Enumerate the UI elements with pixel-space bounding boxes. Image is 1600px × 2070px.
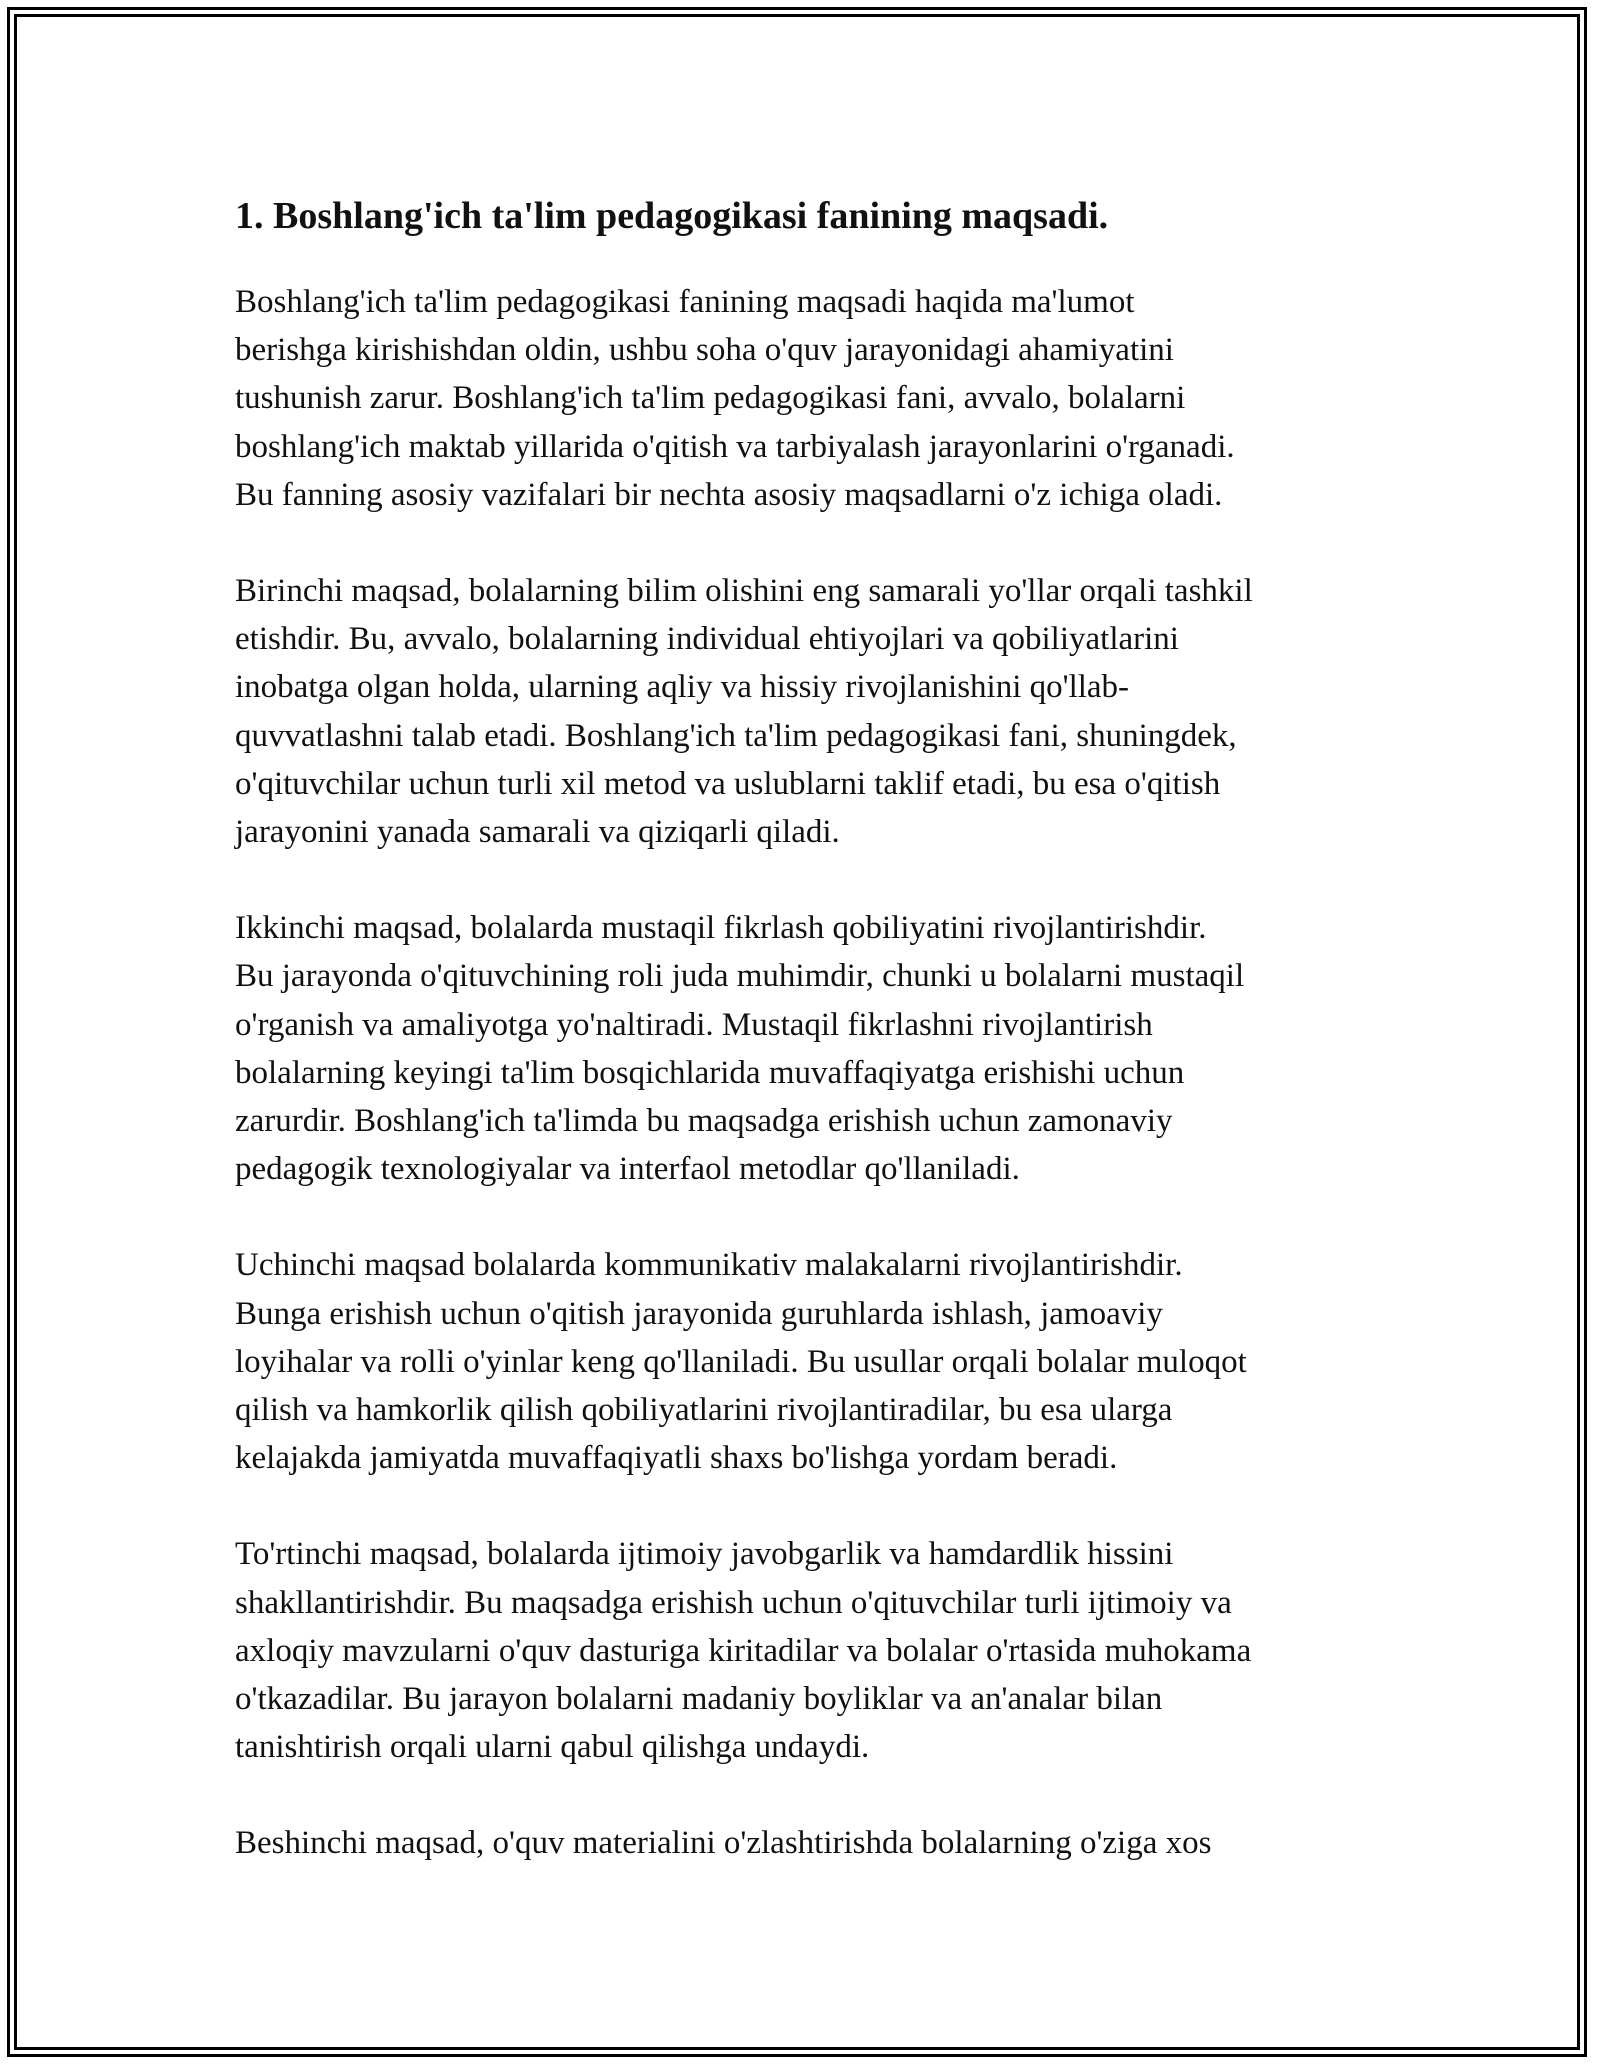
text-line: Boshlang'ich ta'lim pedagogikasi fanining maqsadi haqida ma'lumot xyxy=(235,284,1135,320)
paragraph xyxy=(235,567,1375,856)
paragraph xyxy=(235,1530,1375,1771)
text-line: berishga kirishishdan oldin, ushbu soha o'quv jarayonidagi ahamiyatini xyxy=(235,332,1174,369)
text-line: qilish va hamkorlik qilish qobiliyatlarini rivojlantiradilar, bu esa ularga xyxy=(235,1392,1173,1429)
text-line: tanishtirish orqali ularni qabul qilishga undaydi. xyxy=(235,1729,870,1766)
paragraph-list xyxy=(235,278,1375,1868)
text-line: o'tkazadilar. Bu jarayon bolalarni madaniy boyliklar va an'analar bilan xyxy=(235,1681,1163,1718)
paragraph xyxy=(235,904,1375,1193)
text-line: Bunga erishish uchun o'qitish jarayonida guruhlarda ishlash, jamoaviy xyxy=(235,1295,1163,1332)
text-line: etishdir. Bu, avvalo, bolalarning individual ehtiyojlari va qobiliyatlarini xyxy=(235,621,1179,658)
text-line: Beshinchi maqsad, o'quv materialini o'zlashtirishda bolalarning o'ziga xos xyxy=(235,1825,1212,1862)
text-line: bolalarning keyingi ta'lim bosqichlarida muvaffaqiyatga erishishi uchun xyxy=(235,1054,1185,1091)
paragraph xyxy=(235,1819,1375,1867)
text-line: loyihalar va rolli o'yinlar keng qo'llaniladi. Bu usullar orqali bolalar muloqot xyxy=(235,1343,1247,1380)
text-line: quvvatlashni talab etadi. Boshlang'ich ta'lim pedagogikasi fani, shuningdek, xyxy=(235,717,1237,754)
text-line: boshlang'ich maktab yillarida o'qitish va tarbiyalash jarayonlarini o'rganadi. xyxy=(235,428,1235,465)
text-line: o'qituvchilar uchun turli xil metod va uslublarni taklif etadi, bu esa o'qitish xyxy=(235,765,1221,802)
text-line: pedagogik texnologiyalar va interfaol metodlar qo'llaniladi. xyxy=(235,1151,1020,1188)
text-line: tushunish zarur. Boshlang'ich ta'lim pedagogikasi fani, avvalo, bolalarni xyxy=(235,380,1186,417)
section-heading: 1. Boshlang'ich ta'lim pedagogikasi fanining maqsadi. xyxy=(235,195,1109,237)
text-line: shakllantirishdir. Bu maqsadga erishish uchun o'qituvchilar turli ijtimoiy va xyxy=(235,1584,1232,1621)
text-line: zarurdir. Boshlang'ich ta'limda bu maqsadga erishish uchun zamonaviy xyxy=(235,1103,1173,1140)
text-line: Uchinchi maqsad bolalarda kommunikativ malakalarni rivojlantirishdir. xyxy=(235,1247,1183,1284)
document-body xyxy=(235,188,1375,1916)
text-line: Bu fanning asosiy vazifalari bir nechta asosiy maqsadlarni o'z ichiga oladi. xyxy=(235,476,1223,513)
text-line: Birinchi maqsad, bolalarning bilim olishini eng samarali yo'llar orqali tashkil xyxy=(235,573,1253,610)
text-line: Ikkinchi maqsad, bolalarda mustaqil fikrlash qobiliyatini rivojlantirishdir. xyxy=(235,910,1207,947)
text-line: axloqiy mavzularni o'quv dasturiga kiritadilar va bolalar o'rtasida muhokama xyxy=(235,1632,1252,1669)
text-line: jarayonini yanada samarali va qiziqarli qiladi. xyxy=(235,814,840,851)
text-line: o'rganish va amaliyotga yo'naltiradi. Mustaqil fikrlashni rivojlantirish xyxy=(235,1006,1153,1043)
text-line: kelajakda jamiyatda muvaffaqiyatli shaxs bo'lishga yordam beradi. xyxy=(235,1440,1118,1477)
paragraph xyxy=(235,1241,1375,1482)
text-line: Bu jarayonda o'qituvchining roli juda muhimdir, chunki u bolalarni mustaqil xyxy=(235,958,1245,995)
text-line: inobatga olgan holda, ularning aqliy va hissiy rivojlanishini qo'llab- xyxy=(235,669,1130,706)
text-line: To'rtinchi maqsad, bolalarda ijtimoiy javobgarlik va hamdardlik hissini xyxy=(235,1536,1174,1573)
paragraph xyxy=(235,278,1375,519)
